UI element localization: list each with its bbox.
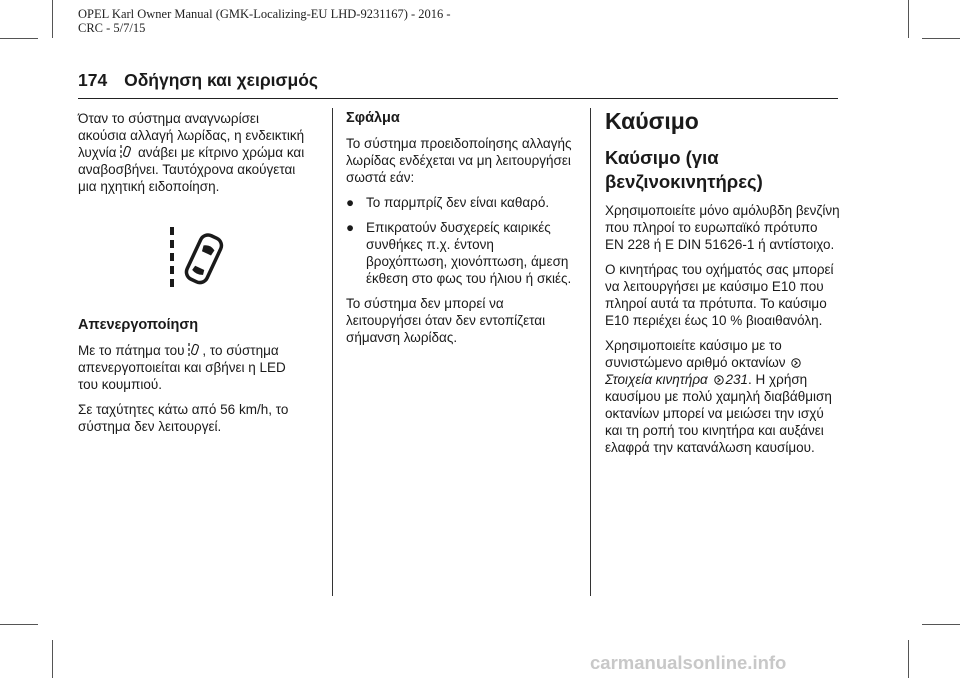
intro-paragraph: Όταν το σύστημα αναγνωρίσει ακούσια αλλαγή λωρίδας, η ενδεικτική λυχνία ανάβει με κίτρινο χρώμα και αναβοσβήνει. Ταυτόχρονα ακούγεται μια ηχητική ειδοποίηση. <box>78 111 305 194</box>
crop-mark <box>52 640 53 678</box>
cross-reference-arrow-icon <box>791 358 801 368</box>
document-header <box>78 7 451 35</box>
crop-mark <box>922 38 960 39</box>
header-rule <box>78 98 838 99</box>
fuel-paragraph-3: Χρησιμοποιείτε καύσιμο με το συνιστώμενο αριθμό οκτανίων Στοιχεία κινητήρα 231. Η χρήση καυσίμου με πολύ χαμηλή διαβάθμιση οκτανίων μπορεί να μειώσει την ισχύ και τη ροπή του κινητήρα και αυξάνει ελαφρά την κατανάλωση καυσίμου. <box>605 338 832 455</box>
lane-departure-button-icon <box>188 342 200 358</box>
column-1 <box>78 110 308 443</box>
column-divider <box>332 108 333 596</box>
engine-data-page-link[interactable]: 231 <box>725 372 749 387</box>
crop-mark <box>0 624 38 625</box>
document-header-line2: CRC - 5/7/15 <box>78 21 146 35</box>
engine-data-link[interactable]: Στοιχεία κινητήρα <box>605 372 708 387</box>
fuel-heading: Καύσιμο <box>605 108 699 134</box>
lane-departure-warning-icon <box>170 227 226 295</box>
crop-mark <box>908 640 909 678</box>
crop-mark <box>52 0 53 38</box>
fuel-paragraph-2: Ο κινητήρας του οχήματός σας μπορεί να λειτουργήσει με καύσιμο E10 που πληροί αυτά τα πρότυπα. Το καύσιμο E10 περιέχει έως 10 % βιοαιθανόλη. <box>605 262 834 328</box>
speed-note: Σε ταχύτητες κάτω από 56 km/h, το σύστημα δεν λειτουργεί. <box>78 402 289 434</box>
deactivation-heading: Απενεργοποίηση <box>78 317 199 333</box>
watermark: carmanualsonline.info <box>590 652 787 673</box>
document-header-line1: OPEL Karl Owner Manual (GMK-Localizing-EU LHD-9231167) - 2016 - <box>78 7 451 21</box>
fault-heading: Σφάλμα <box>346 110 400 126</box>
bullet-icon: ● <box>346 195 355 210</box>
bullet-icon: ● <box>346 220 355 235</box>
crop-mark <box>0 38 38 39</box>
column-2 <box>346 110 576 354</box>
column-3 <box>605 110 840 464</box>
page-heading <box>78 70 318 91</box>
cross-reference-arrow-icon <box>714 375 724 385</box>
petrol-heading: Καύσιμο (για βενζινοκινητήρες) <box>605 147 763 192</box>
list-item: ● Επικρατούν δυσχερείς καιρικές συνθήκες π.χ. έντονη βροχόπτωση, χιονόπτωση, άμεση έκθεση στο φως του ήλιου ή σκιές. <box>346 220 572 286</box>
crop-mark <box>922 624 960 625</box>
list-item: ● Το παρμπρίζ δεν είναι καθαρό. <box>346 195 550 210</box>
fuel-paragraph-1: Χρησιμοποιείτε μόνο αμόλυβδη βενζίνη που πληροί το ευρωπαϊκό πρότυπο EN 228 ή E DIN 51626-1 ή αντίστοιχο. <box>605 203 840 252</box>
deactivation-paragraph: Με το πάτημα του , το σύστημα απενεργοποιείται και σβήνει η LED του κουμπιού. <box>78 343 286 392</box>
column-divider <box>590 108 591 596</box>
page-title: Οδήγηση και χειρισμός <box>124 70 318 90</box>
crop-mark <box>908 0 909 38</box>
lane-departure-icon <box>120 144 132 160</box>
page-number: 174 <box>78 70 108 90</box>
fault-paragraph: Το σύστημα προειδοποίησης αλλαγής λωρίδας ενδέχεται να μη λειτουργήσει σωστά εάν: <box>346 136 572 185</box>
no-markings-paragraph: Το σύστημα δεν μπορεί να λειτουργήσει όταν δεν εντοπίζεται σήμανση λωρίδας. <box>346 296 546 345</box>
